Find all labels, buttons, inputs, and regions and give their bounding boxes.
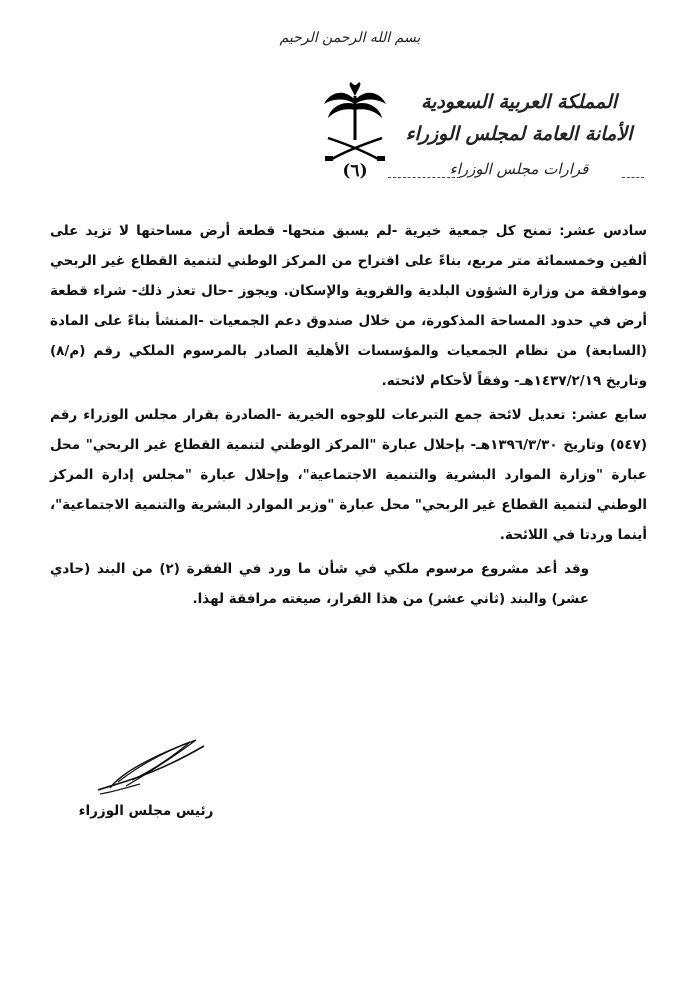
letterhead-authority: الأمانة العامة لمجلس الوزراء xyxy=(405,123,633,145)
letterhead-divider xyxy=(388,177,460,179)
letterhead-divider xyxy=(622,177,644,179)
signatory-title: رئيس مجلس الوزراء xyxy=(78,803,214,819)
page-number: (٦) xyxy=(342,161,368,181)
paragraph-sixteenth: سادس عشر: تمنح كل جمعية خيرية -لم يسبق منحها- قطعة أرض مساحتها لا تزيد على ألفين وخمسمائة متر مربع، بناءً على اقتراح من المركز الوطني لتنمية القطاع غير الربحي وموافقة من وزارة الشؤون البلدية والقروية والإسكان. ويجوز -حال تعذر ذلك- شراء قطعة أرض في حدود المساحة المذكورة، من خلال صندوق دعم الجمعيات -المنشأ بناءً على المادة (السابعة) من نظام الجمعيات والمؤسسات الأهلية الصادر بالمرسوم الملكي رقم (م/٨) وتاريخ ١٤٣٧/٢/١٩هـ- وفقاً لأحكام لائحته. xyxy=(50,223,647,389)
saudi-emblem-icon xyxy=(320,82,390,170)
letterhead xyxy=(394,86,644,182)
decision-body xyxy=(50,216,647,618)
letterhead-section: قرارات مجلس الوزراء xyxy=(449,160,589,178)
basmala: بسم الله الرحمن الرحيم xyxy=(279,30,421,46)
closing-paragraph: وقد أعد مشروع مرسوم ملكي في شأن ما ورد في الفقرة (٢) من البند (حادي عشر) والبند (ثاني عشر) من هذا القرار، صيغته مرافقة لهذا. xyxy=(50,561,589,607)
paragraph-seventeenth: سابع عشر: تعديل لائحة جمع التبرعات للوجوه الخيرية -الصادرة بقرار مجلس الوزراء رقم (٥٤٧) وتاريخ ١٣٩٦/٣/٣٠هـ- بإحلال عبارة "المركز الوطني لتنمية القطاع غير الربحي" محل عبارة "وزارة الموارد البشرية والتنمية الاجتماعية"، وإحلال عبارة "مجلس إدارة المركز الوطني لتنمية القطاع غير الربحي" محل عبارة "وزير الموارد البشرية والتنمية الاجتماعية"، أينما وردتا في اللائحة. xyxy=(50,407,647,543)
letterhead-country: المملكة العربية السعودية xyxy=(420,91,618,113)
signature-mark xyxy=(92,732,212,802)
